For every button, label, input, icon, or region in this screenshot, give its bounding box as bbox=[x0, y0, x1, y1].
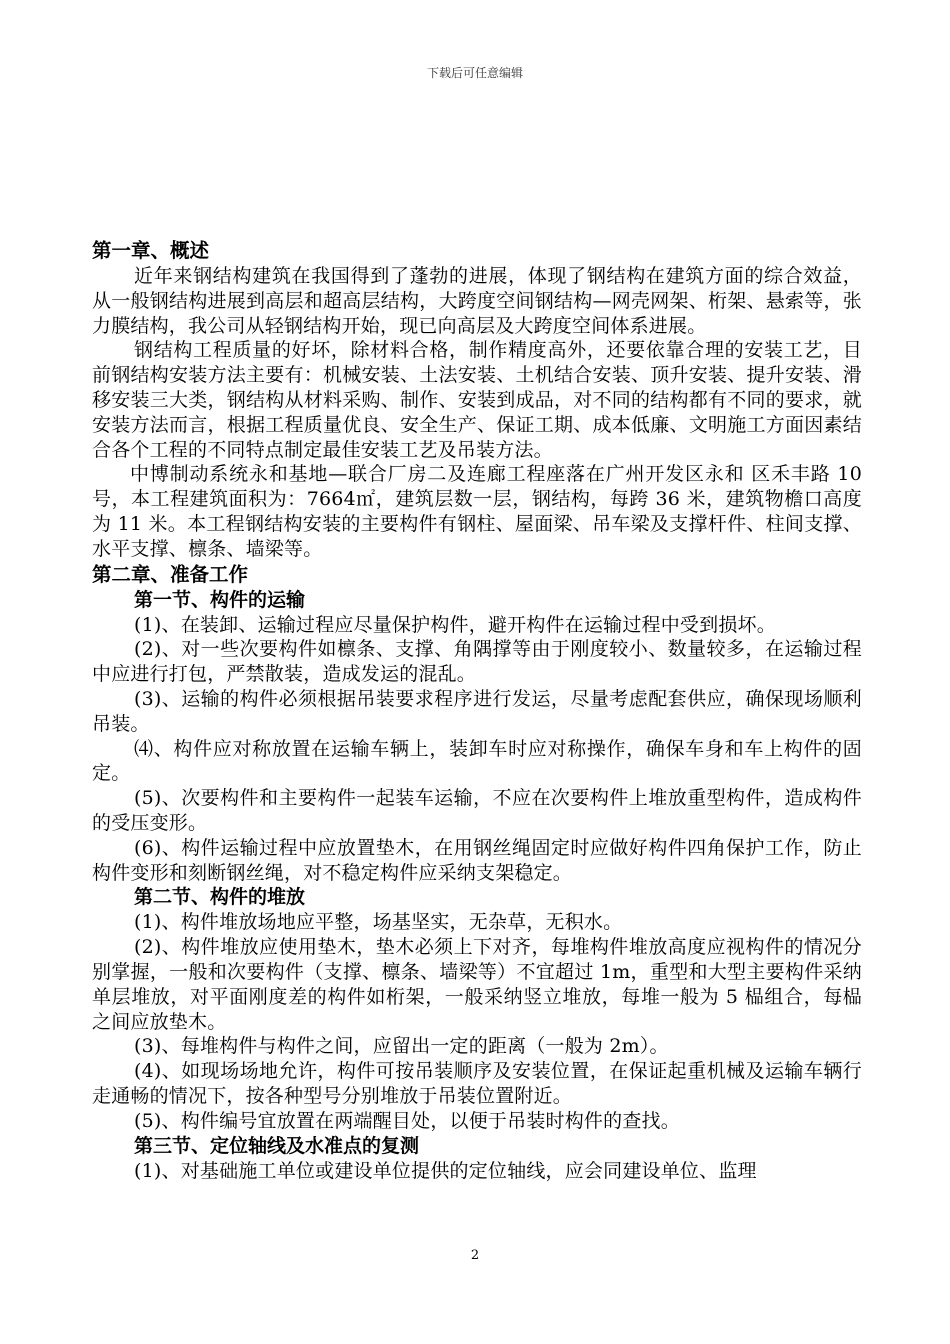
section-1-item: (2)、对一些次要构件如檩条、支撑、角隅撑等由于刚度较小、数量较多，在运输过程中应进行打包，严禁散装，造成发运的混乱。 bbox=[92, 638, 862, 686]
document-body bbox=[92, 238, 862, 1183]
section-1-item: (1)、在装卸、运输过程应尽量保护构件，避开构件在运输过程中受到损坏。 bbox=[134, 613, 776, 636]
section-2-item: (5)、构件编号宜放置在两端醒目处，以便于吊装时构件的查找。 bbox=[134, 1109, 680, 1132]
page-number: 2 bbox=[470, 1248, 480, 1263]
section-1-item: ⑷、构件应对称放置在运输车辆上，装卸车时应对称操作，确保车身和车上构件的固定。 bbox=[92, 737, 862, 785]
chapter-2-title: 第二章、准备工作 bbox=[92, 562, 249, 586]
section-3-item: (1)、对基础施工单位或建设单位提供的定位轴线，应会同建设单位、监理 bbox=[134, 1159, 757, 1182]
page-header-note: 下载后可任意编辑 bbox=[426, 66, 523, 80]
chapter-1-paragraph: 近年来钢结构建筑在我国得到了蓬勃的进展，体现了钢结构在建筑方面的综合效益，从一般钢结构进展到高层和超高层结构，大跨度空间钢结构—网壳网架、桁架、悬索等，张力膜结构，我公司从轻钢结构开始，现已向高层及大跨度空间体系进展。 bbox=[92, 265, 862, 337]
section-2-item: (2)、构件堆放应使用垫木，垫木必须上下对齐，每堆构件堆放高度应视构件的情况分别掌握，一般和次要构件（支撑、檩条、墙梁等）不宜超过 1m，重型和大型主要构件采纳单层堆放，对平面刚度差的构件如桁架，一般采纳竖立堆放，每堆一般为 5 榀组合，每榀之间应放垫木。 bbox=[92, 936, 862, 1033]
section-1-item: (5)、次要构件和主要构件一起装车运输，不应在次要构件上堆放重型构件，造成构件的受压变形。 bbox=[92, 787, 862, 834]
section-2-item: (4)、如现场场地允许，构件可按吊装顺序及安装位置，在保证起重机械及运输车辆行走通畅的情况下，按各种型号分别堆放于吊装位置附近。 bbox=[92, 1060, 862, 1107]
section-1-item: (3)、运输的构件必须根据吊装要求程序进行发运，尽量考虑配套供应，确保现场顺利吊装。 bbox=[92, 687, 862, 735]
section-3-title: 第三节、定位轴线及水准点的复测 bbox=[134, 1134, 420, 1157]
section-2-item: (3)、每堆构件与构件之间，应留出一定的距离（一般为 2m）。 bbox=[134, 1035, 669, 1058]
section-2-title: 第二节、构件的堆放 bbox=[134, 886, 306, 909]
section-2-item: (1)、构件堆放场地应平整，场基坚实，无杂草，无积水。 bbox=[134, 911, 623, 934]
chapter-1-title: 第一章、概述 bbox=[92, 239, 210, 262]
section-1-title: 第一节、构件的运输 bbox=[134, 588, 306, 611]
chapter-1-paragraph: 钢结构工程质量的好坏，除材料合格，制作精度高外，还要依靠合理的安装工艺，目前钢结构安装方法主要有：机械安装、土法安装、土机结合安装、顶升安装、提升安装、滑移安装三大类，钢结构从材料采购、制作、安装到成品，对不同的结构都有不同的要求，就安装方法而言，根据工程质量优良、安全生产、保证工期、成本低廉、文明施工方面因素结合各个工程的不同特点制定最佳安装工艺及吊装方法。 bbox=[92, 339, 862, 461]
chapter-1-paragraph: 中博制动系统永和基地—联合厂房二及连廊工程座落在广州开发区永和 区禾丰路 10 号，本工程建筑面积为：7664㎡，建筑层数一层，钢结构，每跨 36 米，建筑物檐口高度为 11 米。本工程钢结构安装的主要构件有钢柱、屋面梁、吊车梁及支撑杆件、柱间支撑、水平支撑、檩条、墙梁等。 bbox=[92, 463, 862, 560]
section-1-item: (6)、构件运输过程中应放置垫木，在用钢丝绳固定时应做好构件四角保护工作，防止构件变形和刻断钢丝绳，对不稳定构件应采纳支架稳定。 bbox=[92, 836, 862, 884]
